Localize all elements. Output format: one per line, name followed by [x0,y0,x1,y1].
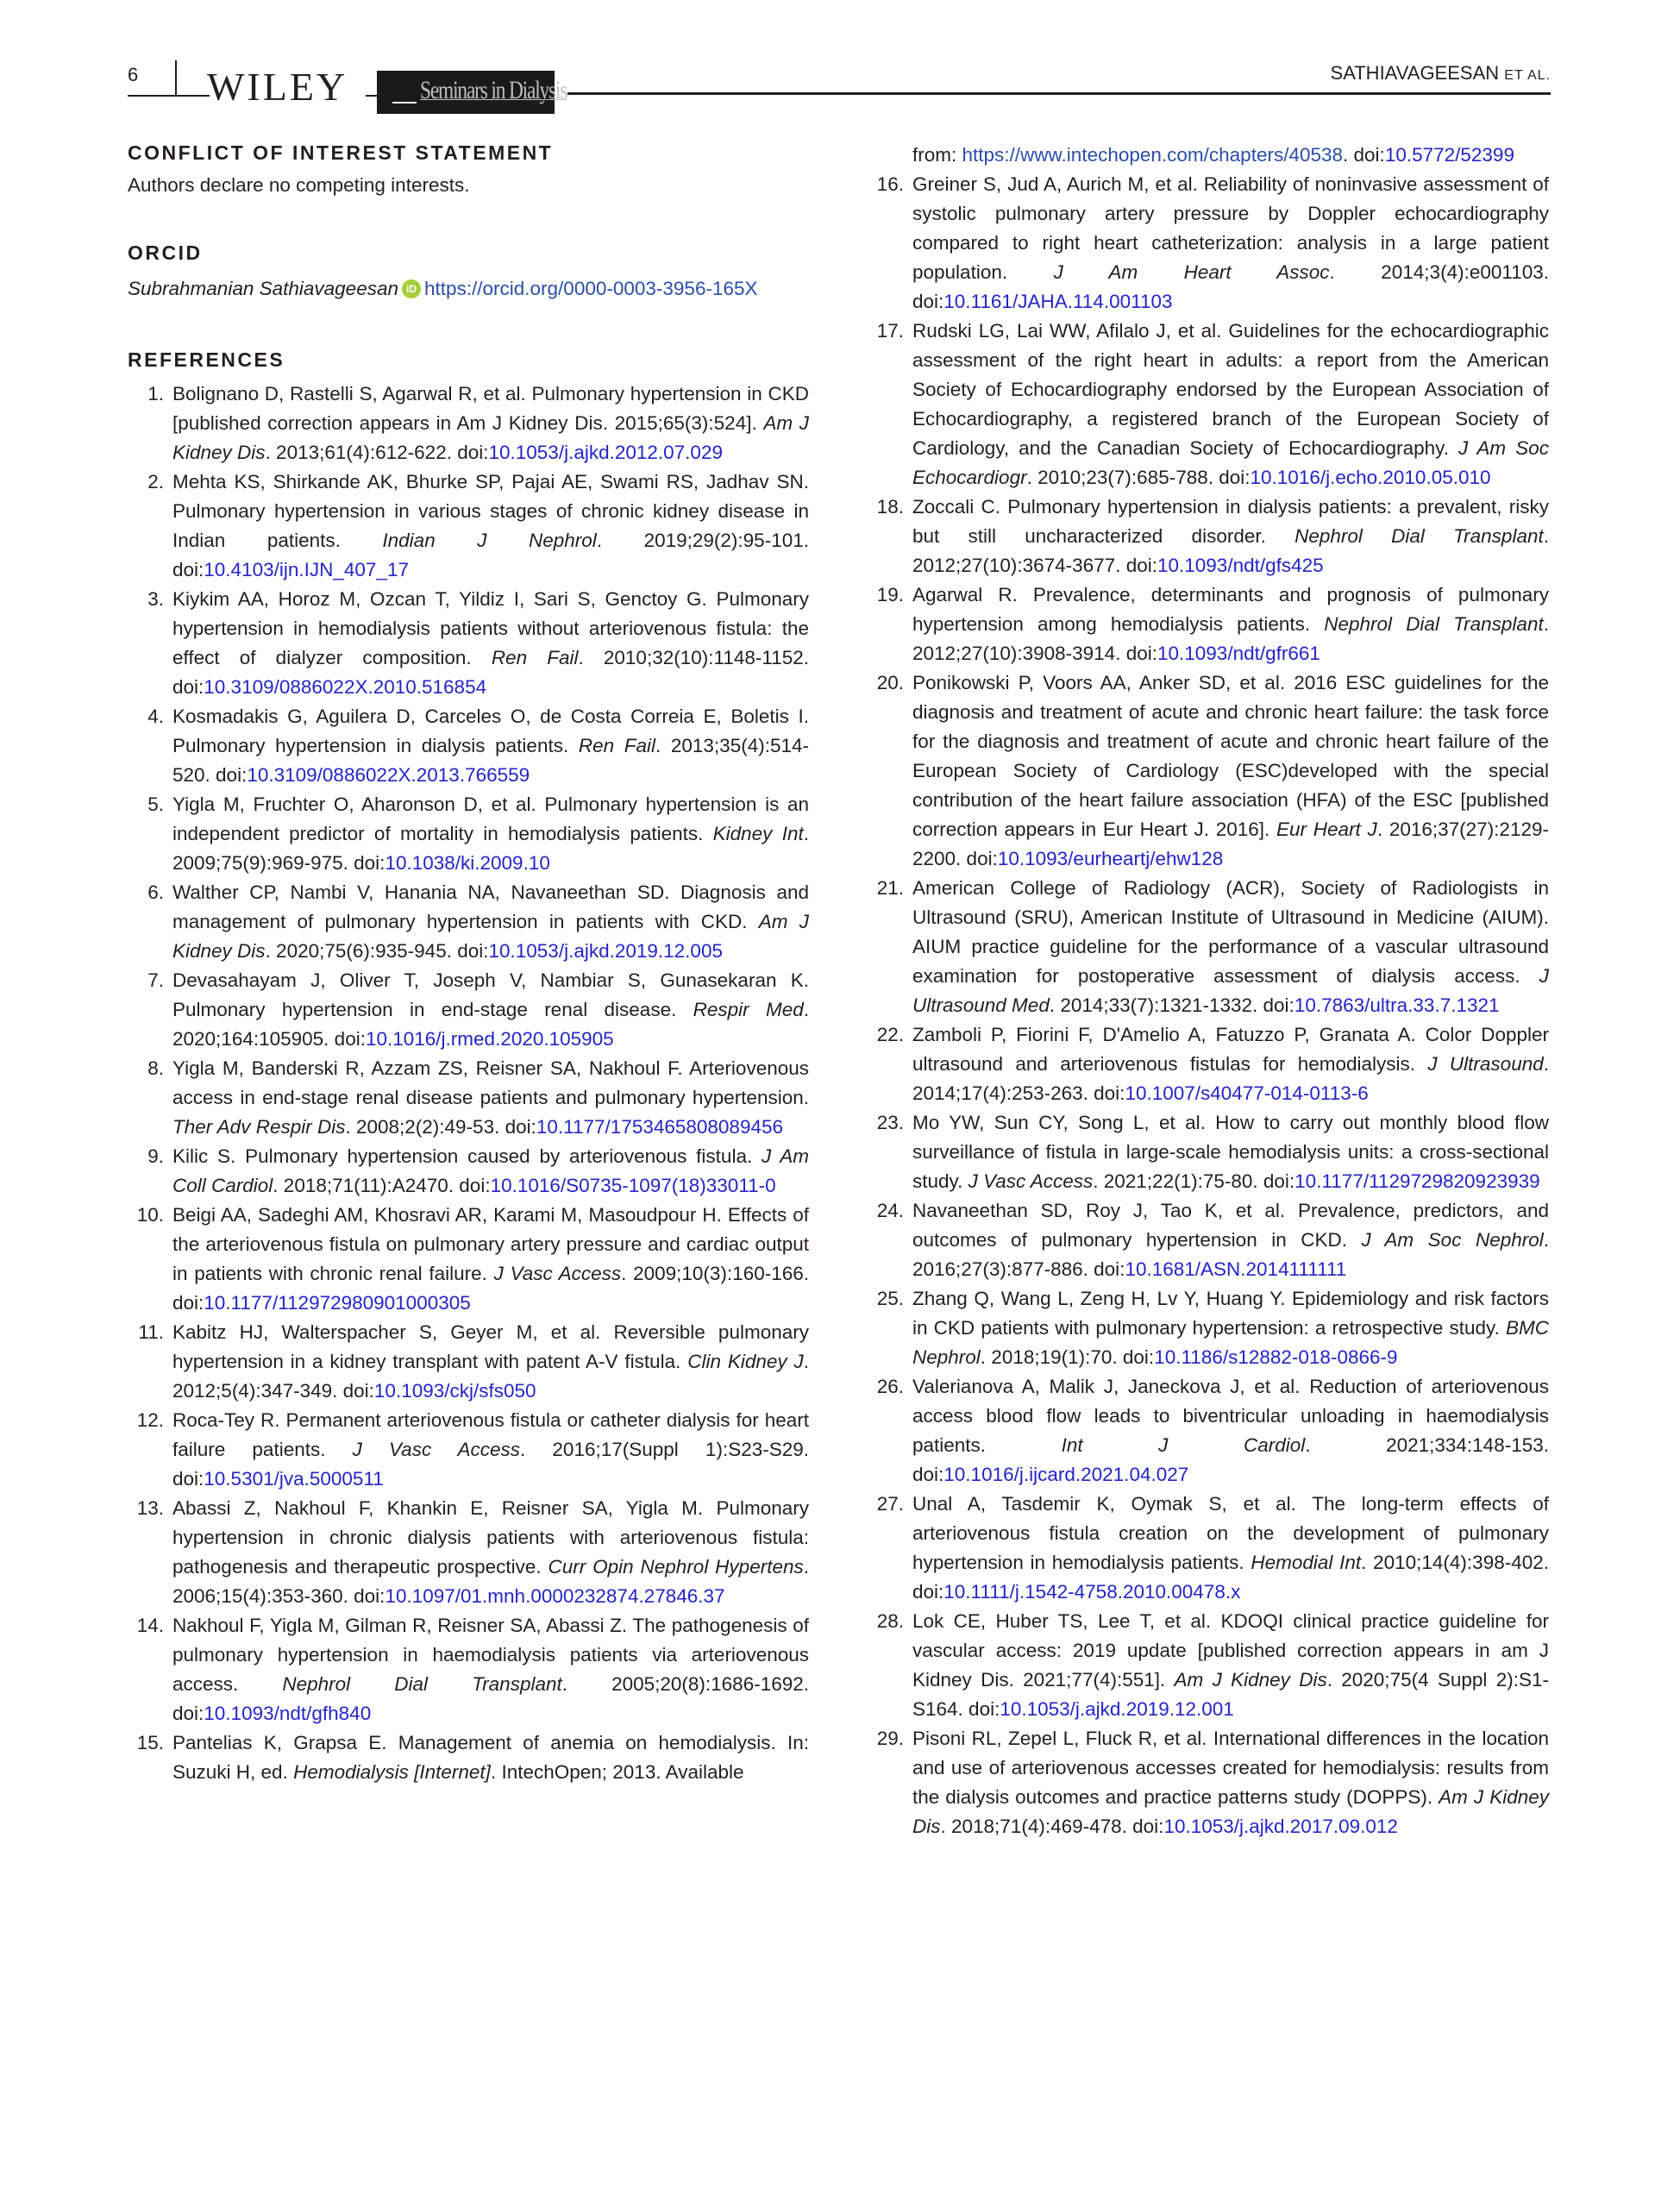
reference-text: Yigla M, Fruchter O, Aharonson D, et al. Pulmonary hypertension is an independent predictor of mortality in hemodialysis patients. [172,794,809,844]
references-heading: REFERENCES [128,348,285,371]
reference-number: 8. [147,1057,164,1079]
reference-list-left [128,380,809,1787]
reference-details: . 2018;71(4):469-478. doi: [940,1816,1164,1837]
reference-doi-link[interactable]: 10.1016/S0735-1097(18)33011-0 [490,1175,776,1196]
reference-text: Greiner S, Jud A, Aurich M, et al. Reliability of noninvasive assessment of systolic pulmonary artery pressure by Doppler echocardiography compared to right heart catheterization: analysis in a large patient population. [912,173,1549,283]
reference-details: . 2012;5(4):347-349. doi: [172,1351,809,1402]
reference-item [128,1054,809,1142]
reference-doi-link[interactable]: 10.5301/jva.5000511 [204,1468,384,1490]
reference-number: 23. [876,1112,904,1133]
reference-text: Agarwal R. Prevalence, determinants and prognosis of pulmonary hypertension among hemodialysis patients. [912,584,1549,635]
reference-number: 26. [876,1376,904,1397]
reference-number: 25. [876,1288,904,1309]
reference-doi-link[interactable]: 10.1681/ASN.2014111111 [1125,1258,1347,1280]
reference-journal: Nephrol Dial Transplant [282,1673,562,1695]
reference-doi-link[interactable]: 10.1016/j.rmed.2020.105905 [365,1028,614,1050]
ref15-doi-link[interactable]: 10.5772/52399 [1384,144,1514,166]
reference-details: . 2021;334:148-153. doi: [912,1434,1549,1485]
reference-journal: Ren Fail [578,735,655,756]
journal-logo-underline [392,102,417,104]
header-rule-left [128,95,210,97]
conflict-heading: CONFLICT OF INTEREST STATEMENT [128,141,554,164]
reference-number: 29. [876,1728,904,1749]
reference-journal: Respir Med [693,999,804,1020]
reference-doi-link[interactable]: 10.1053/j.ajkd.2017.09.012 [1163,1816,1398,1837]
orcid-heading: ORCID [128,242,203,264]
reference-details: . 2020;75(6):935-945. doi: [265,940,489,962]
reference-details: . 2014;3(4):e001103. doi: [912,261,1549,312]
reference-details: . 2010;23(7):685-788. doi: [1026,467,1251,488]
journal-name: Seminars in Dialysis [420,76,567,104]
reference-details: . 2016;37(27):2129-2200. doi: [912,819,1549,869]
reference-journal: J Am Soc Echocardiogr [912,437,1549,488]
reference-details: . 2019;29(2):95-101. doi: [172,530,809,580]
reference-journal: Indian J Nephrol [382,530,597,551]
reference-text: Unal A, Tasdemir K, Oymak S, et al. The long-term effects of arteriovenous fistula creation on the development of pulmonary hypertension in hemodialysis patients. [912,1493,1549,1573]
reference-item [868,874,1549,1020]
reference-journal: J Am Heart Assoc [1053,261,1330,283]
reference-journal: J Vasc Access [352,1439,521,1460]
reference-doi-link[interactable]: 10.1053/j.ajkd.2012.07.029 [488,442,723,463]
reference-details: . 2014;17(4):253-263. doi: [912,1053,1550,1104]
reference-text: Zhang Q, Wang L, Zeng H, Lv Y, Huang Y. Epidemiology and risk factors in CKD patients with pulmonary hypertension: a retrospective study. [912,1288,1549,1339]
running-author-etal: ET AL. [1504,68,1551,83]
reference-item [128,878,809,966]
reference-doi-link[interactable]: 10.3109/0886022X.2010.516854 [204,676,487,698]
reference-number: 5. [147,794,164,815]
reference-journal: J Ultrasound Med [912,965,1549,1016]
reference-text: Roca-Tey R. Permanent arteriovenous fistula or catheter dialysis for heart failure patients. [172,1409,809,1460]
reference-text: Valerianova A, Malik J, Janeckova J, et al. Reduction of arteriovenous access blood flow leads to biventricular unloading in haemodialysis patients. [912,1376,1549,1456]
orcid-icon[interactable]: iD [402,279,421,298]
reference-item [128,1318,809,1406]
reference-number: 7. [147,969,164,991]
reference-text: Kilic S. Pulmonary hypertension caused by arteriovenous fistula. [172,1145,762,1167]
reference-text: Kiykim AA, Horoz M, Ozcan T, Yildiz I, Sari S, Genctoy G. Pulmonary hypertension in hemodialysis patients without arteriovenous fistula: the effect of dialyzer composition. [172,588,809,668]
running-author-name: SATHIAVAGEESAN [1330,62,1500,84]
reference-number: 20. [876,672,904,693]
reference-journal: Kidney Int [712,823,804,844]
ref15-from: from: [912,144,962,166]
reference-number: 21. [876,877,904,899]
reference-text: Pisoni RL, Zepel L, Fluck R, et al. International differences in the location and use of arteriovenous accesses created for hemodialysis: results from the dialysis outcomes and practice patterns study (DOPPS). [912,1728,1549,1808]
reference-item [868,317,1549,492]
reference-doi-link[interactable]: 10.1093/eurheartj/ehw128 [997,848,1224,869]
reference-journal: J Vasc Access [493,1263,622,1284]
reference-doi-link[interactable]: 10.1038/ki.2009.10 [385,852,550,874]
reference-number: 14. [136,1615,164,1636]
reference-journal: Int J Cardiol [1061,1434,1306,1456]
reference-details: . 2021;22(1):75-80. doi: [1093,1170,1295,1192]
running-author [1331,62,1551,85]
reference-details: . 2008;2(2):49-53. doi: [345,1116,536,1138]
reference-doi-link[interactable]: 10.1093/ndt/gfh840 [204,1703,372,1724]
reference-journal: Curr Opin Nephrol Hypertens [548,1556,804,1578]
reference-doi-link[interactable]: 10.1161/JAHA.114.001103 [943,291,1173,312]
reference-number: 27. [876,1493,904,1515]
reference-text: Pantelias K, Grapsa E. Management of anemia on hemodialysis. In: Suzuki H, ed. [172,1732,809,1783]
reference-journal: Am J Kidney Dis [172,412,809,463]
reference-doi-link[interactable]: 10.1053/j.ajkd.2019.12.005 [488,940,723,962]
reference-details: . 2009;10(3):160-166. doi: [172,1263,810,1314]
reference-item [868,580,1549,668]
reference-item [868,492,1549,580]
reference-details: . 2010;32(10):1148-1152. doi: [172,647,810,698]
reference-doi-link[interactable]: 10.1007/s40477-014-0113-6 [1125,1082,1369,1104]
reference-item [128,467,809,585]
reference-details: . 2018;19(1):70. doi: [980,1346,1155,1368]
reference-item [868,1284,1549,1372]
reference-details: . 2013;61(4):612-622. doi: [265,442,489,463]
page-number: 6 [128,64,139,85]
reference-item [868,1490,1549,1607]
reference-number: 10. [136,1204,164,1226]
reference-details: . 2012;27(10):3674-3677. doi: [912,525,1549,576]
reference-number: 13. [136,1497,164,1519]
reference-item [128,1406,809,1494]
reference-text: Mehta KS, Shirkande AK, Bhurke SP, Pajai AE, Swami RS, Jadhav SN. Pulmonary hypertension in various stages of chronic kidney disease in Indian patients. [172,471,809,551]
reference-details: . 2005;20(8):1686-1692. doi: [172,1673,810,1724]
reference-text: Kosmadakis G, Aguilera D, Carceles O, de Costa Correia E, Boletis I. Pulmonary hypertension in dialysis patients. [172,706,809,756]
reference-details: . 2014;33(7):1321-1332. doi: [1049,994,1294,1016]
ref15-doi-label: . doi: [1343,144,1385,166]
reference-text: Abassi Z, Nakhoul F, Khankin E, Reisner SA, Yigla M. Pulmonary hypertension in chronic dialysis patients with arteriovenous fistula: pathogenesis and therapeutic prospective. [172,1497,809,1578]
reference-text: Lok CE, Huber TS, Lee T, et al. KDOQI clinical practice guideline for vascular access: 2019 update [published correction appears in am J Kidney Dis. 2021;77(4):551]. [912,1610,1549,1690]
reference-details: . 2016;27(3):877-886. doi: [912,1229,1550,1280]
reference-doi-link[interactable]: 10.1111/j.1542-4758.2010.00478.x [943,1581,1241,1603]
reference-item [128,1494,809,1611]
reference-15-continuation [868,141,1549,170]
reference-number: 18. [876,496,904,518]
reference-journal: Am J Kidney Dis [912,1786,1549,1837]
reference-number: 16. [876,173,904,195]
reference-item [128,1611,809,1728]
reference-details: . 2010;14(4):398-402. doi: [912,1552,1549,1603]
left-column [128,138,809,1787]
reference-item [128,702,809,790]
reference-number: 17. [876,320,904,342]
reference-item [868,668,1549,874]
reference-number: 11. [138,1321,164,1343]
reference-number: 2. [147,471,164,492]
reference-text: Ponikowski P, Voors AA, Anker SD, et al. 2016 ESC guidelines for the diagnosis and treatment of acute and chronic heart failure: the task force for the diagnosis and treatment of acute and chronic heart failure of the European Society of Cardiology (ESC)developed with the special contribution of the heart failure association (HFA) of the ESC [published correction appears in Eur Heart J. 2016]. [912,672,1549,840]
reference-item [868,1108,1549,1196]
reference-journal: Hemodial Int [1251,1552,1362,1573]
reference-text: Mo YW, Sun CY, Song L, et al. How to carry out monthly blood flow surveillance of fistula in large-scale hemodialysis units: a cross-sectional study. [912,1112,1549,1192]
reference-doi-link[interactable]: 10.1053/j.ajkd.2019.12.001 [1000,1698,1234,1720]
reference-details: . IntechOpen; 2013. Available [490,1761,744,1783]
reference-details: . 2013;35(4):514-520. doi: [172,735,809,786]
reference-doi-link[interactable]: 10.1186/s12882-018-0866-9 [1154,1346,1398,1368]
reference-doi-link[interactable]: 10.7863/ultra.33.7.1321 [1294,994,1500,1016]
reference-item [128,1728,809,1787]
reference-number: 9. [147,1145,164,1167]
reference-journal: J Am Soc Nephrol [1361,1229,1544,1251]
reference-details: . 2020;75(4 Suppl 2):S1-S164. doi: [912,1669,1549,1720]
reference-details: . 2009;75(9):969-975. doi: [172,823,809,874]
reference-doi-link[interactable]: 10.1097/01.mnh.0000232874.27846.37 [385,1585,725,1607]
conflict-body: Authors declare no competing interests. [128,174,470,196]
reference-journal: BMC Nephrol [912,1317,1549,1368]
reference-item [128,790,809,878]
reference-doi-link[interactable]: 10.1016/j.ijcard.2021.04.027 [943,1464,1189,1485]
journal-logo [377,71,567,114]
reference-details: . 2012;27(10):3908-3914. doi: [912,613,1549,664]
reference-doi-link[interactable]: 10.1093/ndt/gfr661 [1157,643,1320,664]
orcid-entry [128,271,809,307]
orcid-author-name: Subrahmanian Sathiavageesan [128,278,398,299]
reference-journal: Am J Kidney Dis [172,911,809,962]
reference-journal: Nephrol Dial Transplant [1324,613,1544,635]
reference-text: Yigla M, Banderski R, Azzam ZS, Reisner SA, Nakhoul F. Arteriovenous access in end-stage renal disease patients and pulmonary hypertension. [172,1057,809,1108]
reference-details: . 2020;164:105905. doi: [172,999,809,1050]
reference-text: Navaneethan SD, Roy J, Tao K, et al. Prevalence, predictors, and outcomes of pulmonary hypertension in CKD. [912,1200,1549,1251]
reference-item [868,1724,1549,1841]
reference-journal: J Am Coll Cardiol [172,1145,809,1196]
right-column [868,141,1549,1841]
reference-journal: Am J Kidney Dis [1174,1669,1327,1690]
reference-details: . 2018;71(11):A2470. doi: [273,1175,491,1196]
reference-item [868,170,1549,317]
reference-number: 15. [136,1732,164,1753]
reference-number: 22. [876,1024,904,1045]
reference-number: 1. [147,383,164,405]
reference-item [128,966,809,1054]
reference-text: Zamboli P, Fiorini F, D'Amelio A, Fatuzzo P, Granata A. Color Doppler ultrasound and arteriovenous fistulas for hemodialysis. [912,1024,1549,1075]
reference-doi-link[interactable]: 10.1177/1129729820923939 [1294,1170,1540,1192]
reference-number: 3. [147,588,164,610]
reference-journal: Hemodialysis [Internet] [293,1761,491,1783]
reference-number: 19. [876,584,904,605]
header-divider [175,60,177,95]
reference-text: Rudski LG, Lai WW, Afilalo J, et al. Guidelines for the echocardiographic assessment of the right heart in adults: a report from the American Society of Echocardiography endorsed by the European Association of Echocardiography, a registered branch of the European Society of Cardiology, and the Canadian Society of Echocardiography. [912,320,1549,459]
reference-text: Beigi AA, Sadeghi AM, Khosravi AR, Karami M, Masoudpour H. Effects of the arteriovenous fistula on pulmonary artery pressure and cardiac output in patients with chronic renal failure. [172,1204,809,1284]
page-header [128,50,1551,119]
reference-doi-link[interactable]: 10.3109/0886022X.2013.766559 [247,764,530,786]
reference-journal: Clin Kidney J [687,1351,804,1372]
ref15-url-link[interactable]: https://www.intechopen.com/chapters/40538 [962,144,1344,166]
reference-journal: Ren Fail [491,647,579,668]
reference-journal: Ther Adv Respir Dis [172,1116,346,1138]
reference-list-right [868,170,1549,1841]
reference-text: Walther CP, Nambi V, Hanania NA, Navaneethan SD. Diagnosis and management of pulmonary hypertension in patients with CKD. [172,881,809,932]
reference-journal: Nephrol Dial Transplant [1294,525,1544,547]
reference-doi-link[interactable]: 10.1177/112972980901000305 [204,1292,471,1314]
reference-number: 6. [147,881,164,903]
reference-journal: Eur Heart J [1276,819,1377,840]
publisher-logo: WILEY [207,65,348,109]
reference-item [128,1201,809,1318]
reference-text: American College of Radiology (ACR), Society of Radiologists in Ultrasound (SRU), American Institute of Ultrasound in Medicine (AIUM). AIUM practice guideline for the performance of a vascular ultrasound examination for postoperative assessment of dialysis access. [912,877,1549,987]
reference-doi-link[interactable]: 10.1093/ndt/gfs425 [1157,555,1324,576]
header-rule-mid [366,95,378,97]
reference-number: 24. [876,1200,904,1221]
reference-doi-link[interactable]: 10.1093/ckj/sfs050 [373,1380,536,1402]
reference-journal: J Ultrasound [1427,1053,1544,1075]
reference-doi-link[interactable]: 10.1016/j.echo.2010.05.010 [1250,467,1491,488]
reference-journal: J Vasc Access [968,1170,1094,1192]
reference-text: Bolignano D, Rastelli S, Agarwal R, et al. Pulmonary hypertension in CKD [published correction appears in Am J Kidney Dis. 2015;65(3):524]. [172,383,809,434]
orcid-link[interactable]: https://orcid.org/0000-0003-3956-165X [423,278,758,299]
reference-details: . 2006;15(4):353-360. doi: [172,1556,809,1607]
reference-item [128,1142,809,1201]
reference-text: Nakhoul F, Yigla M, Gilman R, Reisner SA, Abassi Z. The pathogenesis of pulmonary hypertension in haemodialysis patients via arteriovenous access. [172,1615,809,1695]
reference-item [868,1607,1549,1724]
reference-item [128,585,809,702]
reference-text: Zoccali C. Pulmonary hypertension in dialysis patients: a prevalent, risky but still uncharacterized disorder. [912,496,1549,547]
reference-item [868,1020,1549,1108]
reference-text: Devasahayam J, Oliver T, Joseph V, Nambiar S, Gunasekaran K. Pulmonary hypertension in end-stage renal disease. [172,969,809,1020]
reference-item [128,380,809,467]
reference-item [868,1196,1549,1284]
reference-details: . 2016;17(Suppl 1):S23-S29. doi: [172,1439,810,1490]
header-rule-right [567,92,1551,95]
reference-doi-link[interactable]: 10.4103/ijn.IJN_407_17 [204,559,409,580]
reference-doi-link[interactable]: 10.1177/1753465808089456 [536,1116,784,1138]
reference-number: 12. [136,1409,164,1431]
reference-text: Kabitz HJ, Walterspacher S, Geyer M, et al. Reversible pulmonary hypertension in a kidney transplant with patent A-V fistula. [172,1321,809,1372]
reference-item [868,1372,1549,1490]
reference-number: 4. [147,706,164,727]
reference-number: 28. [876,1610,904,1632]
